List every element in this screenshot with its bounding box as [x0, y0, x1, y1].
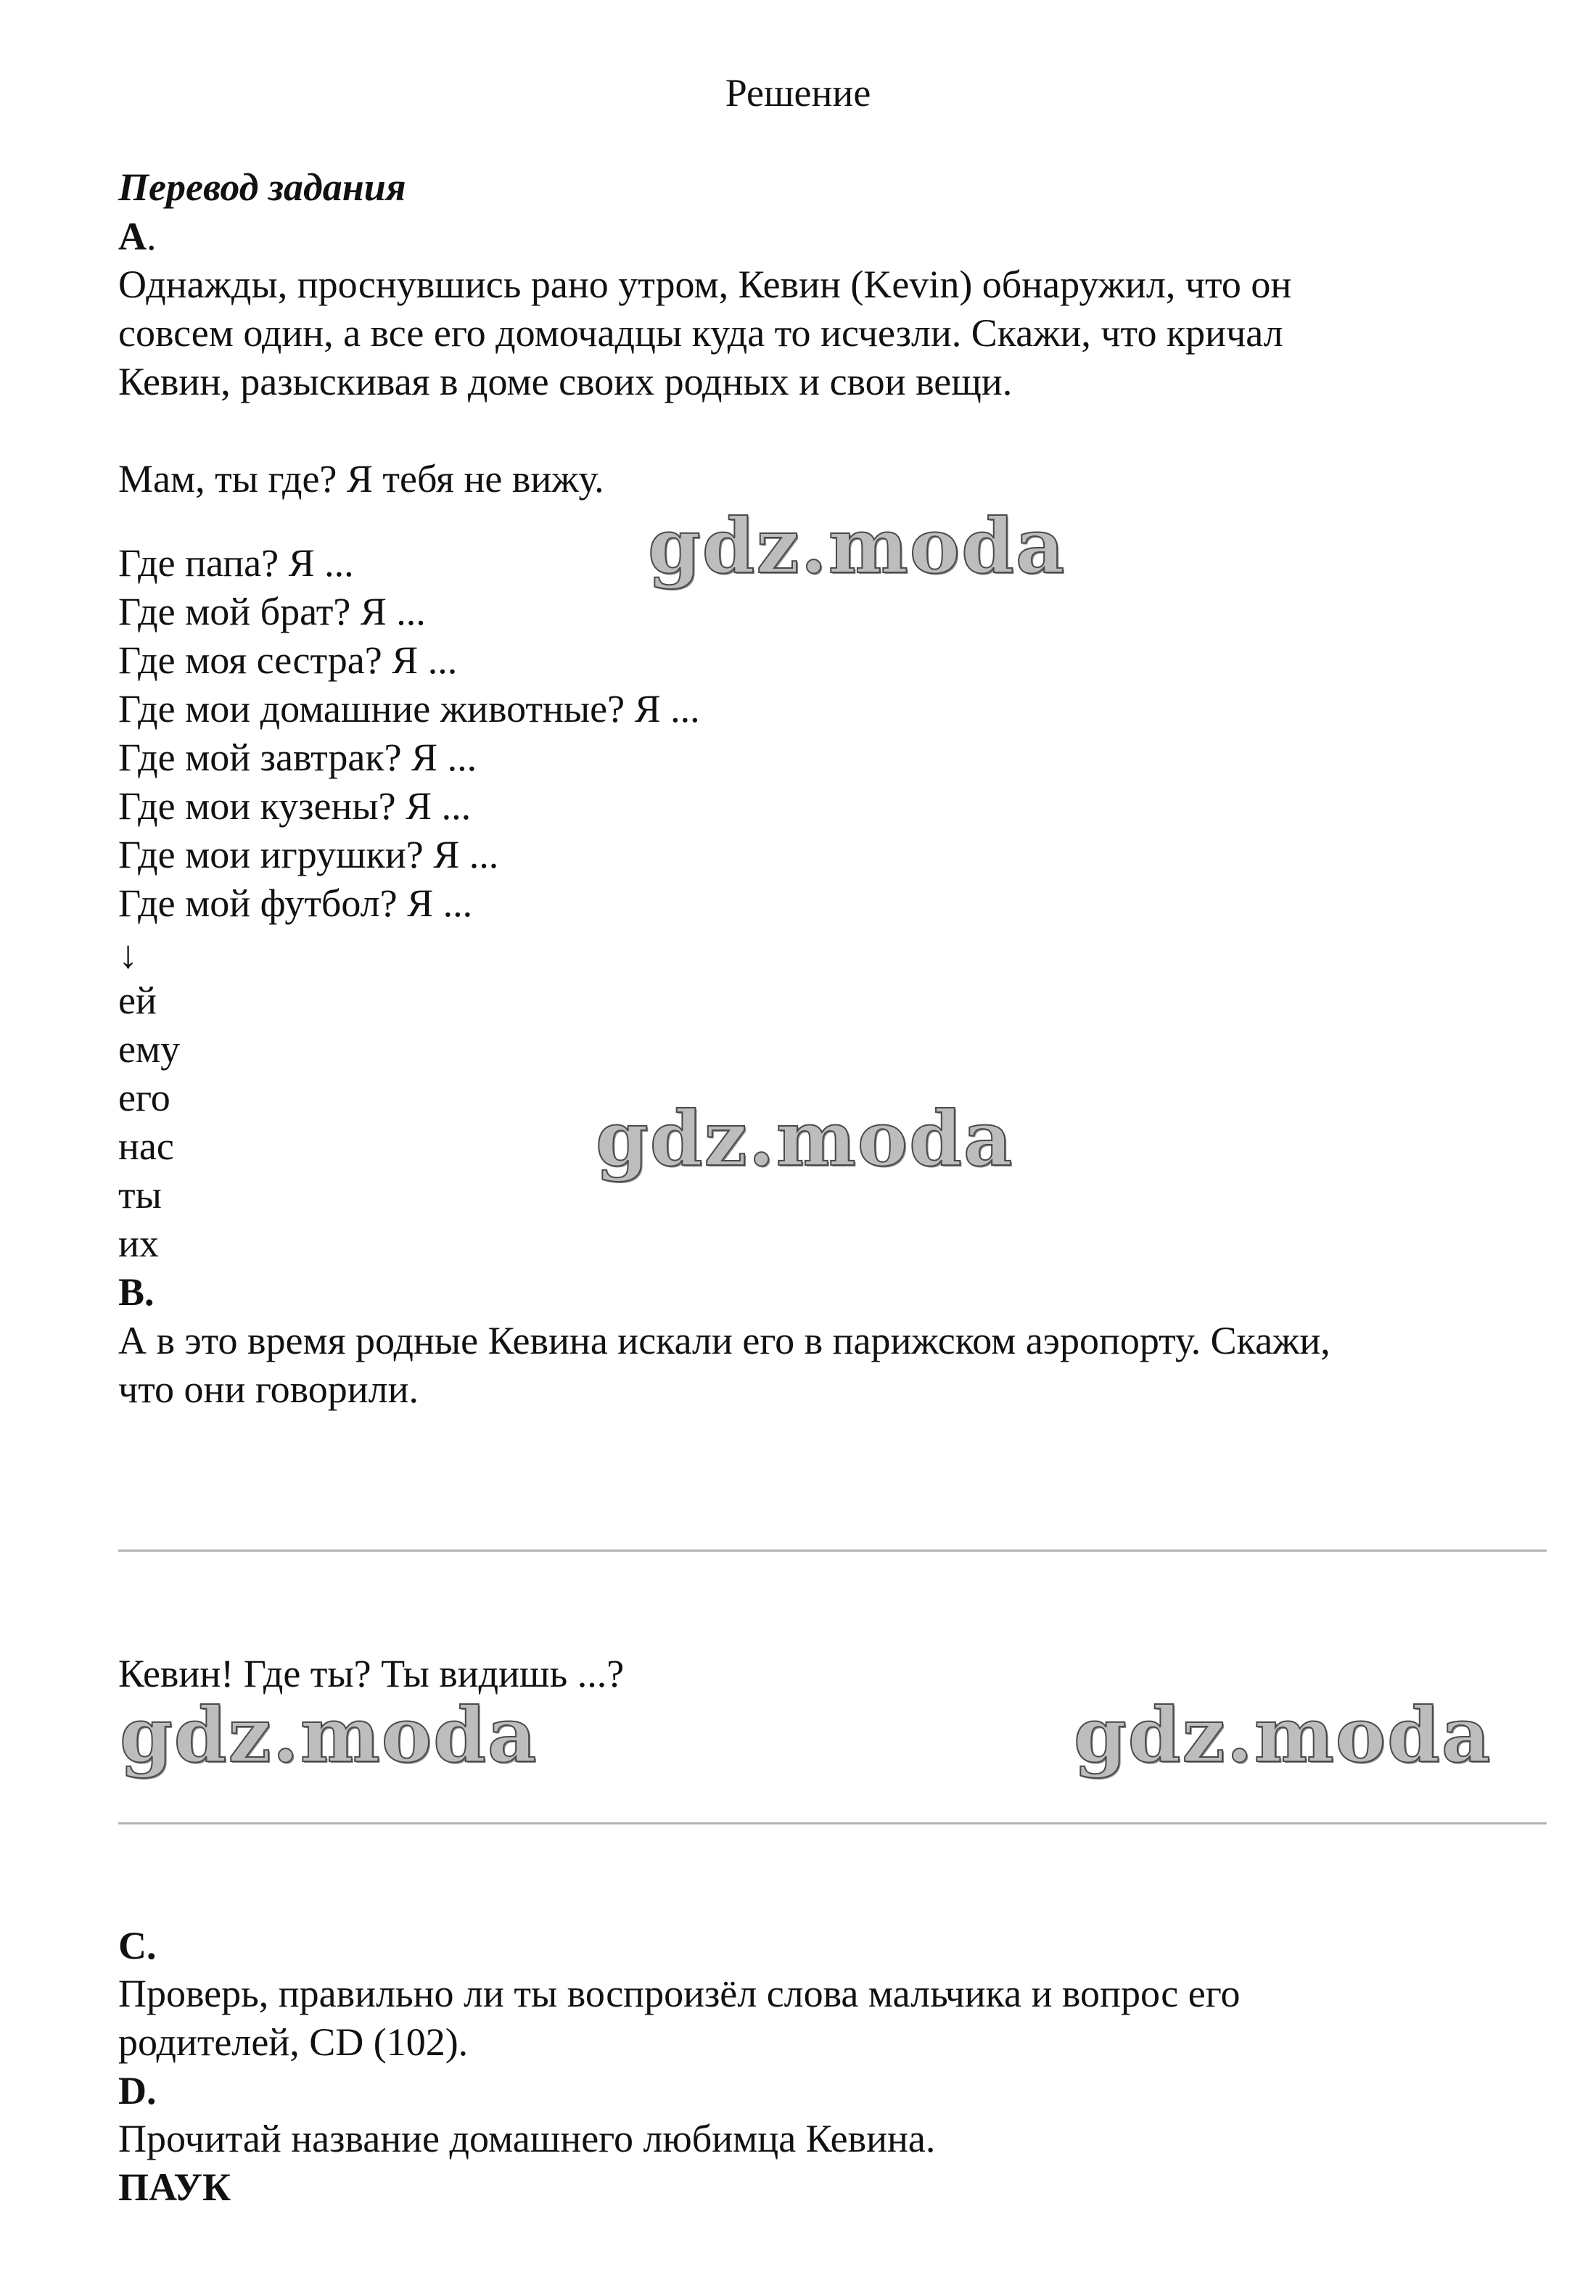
question-line: Где мой брат? Я ... [118, 590, 426, 633]
pronoun-item: нас [118, 1124, 174, 1168]
watermark: gdz.moda [596, 1094, 1014, 1183]
part-a-label: A. [118, 215, 157, 258]
page-title: Решение [725, 71, 871, 115]
section-heading: Перевод задания [118, 165, 406, 209]
part-d-answer: ПАУК [118, 2165, 231, 2209]
part-d-text: Прочитай название домашнего любимца Кевина. [118, 2117, 936, 2160]
part-a-text-line: совсем один, а все его домочадцы куда то исчезли. Скажи, что кричал [118, 311, 1283, 355]
watermark: gdz.moda [1074, 1690, 1492, 1779]
answer-rule [118, 1822, 1547, 1824]
watermark: gdz.moda [648, 501, 1066, 591]
question-line: Где мой завтрак? Я ... [118, 736, 477, 779]
part-b-example: Кевин! Где ты? Ты видишь ...? [118, 1652, 625, 1695]
part-b-text-line: А в это время родные Кевина искали его в парижском аэропорту. Скажи, [118, 1319, 1330, 1362]
question-line: Где папа? Я ... [118, 541, 354, 585]
answer-rule [118, 1550, 1547, 1552]
part-c-text-line: Проверь, правильно ли ты воспроизёл слова мальчика и вопрос его [118, 1972, 1241, 2015]
question-line: Где мой футбол? Я ... [118, 881, 473, 925]
question-line: Где мои домашние животные? Я ... [118, 687, 700, 731]
part-b-label: B. [118, 1270, 155, 1314]
part-a-example: Мам, ты где? Я тебя не вижу. [118, 457, 604, 501]
pronoun-item: ему [118, 1027, 181, 1071]
part-c-text-line: родителей, CD (102). [118, 2020, 469, 2064]
part-d-label: D. [118, 2069, 157, 2112]
question-line: Где моя сестра? Я ... [118, 638, 458, 682]
pronoun-item: их [118, 1222, 159, 1265]
part-b-text-line: что они говорили. [118, 1367, 419, 1411]
watermark: gdz.moda [120, 1690, 538, 1779]
pronoun-item: ей [118, 979, 157, 1022]
part-a-text-line: Кевин, разыскивая в доме своих родных и свои вещи. [118, 360, 1013, 403]
pronoun-item: ты [118, 1173, 162, 1217]
pronoun-item: его [118, 1076, 170, 1119]
question-line: Где мои кузены? Я ... [118, 784, 472, 828]
question-line: Где мои игрушки? Я ... [118, 833, 499, 876]
part-a-text-line: Однажды, проснувшись рано утром, Кевин (Kevin) обнаружил, что он [118, 263, 1292, 306]
part-c-label: C. [118, 1924, 157, 1967]
down-arrow-icon: ↓ [118, 933, 138, 976]
